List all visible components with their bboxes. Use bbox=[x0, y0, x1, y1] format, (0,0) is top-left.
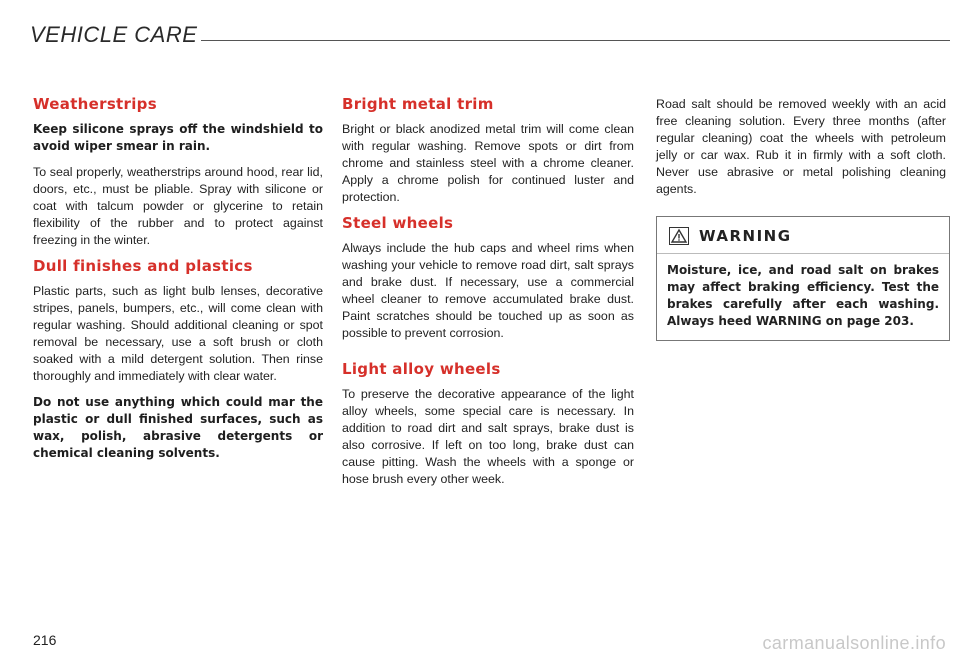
column-middle bbox=[342, 96, 634, 497]
column-left bbox=[33, 96, 323, 471]
weatherstrips-caution: Keep silicone sprays off the windshield to avoid wiper smear in rain. bbox=[33, 122, 323, 153]
warning-box bbox=[656, 216, 950, 341]
bright-metal-paragraph: Bright or black anodized metal trim will come clean with regular washing. Remove spots or dirt from chrome and stainless steel with a chrome cleaner. Apply a chrome polish for continued luster and protection. bbox=[342, 122, 634, 204]
dull-finishes-caution: Do not use anything which could mar the plastic or dull finished surfaces, such as wax, polish, abrasive detergents or chemical cleaning solvents. bbox=[33, 395, 323, 460]
watermark: carmanualsonline.info bbox=[762, 633, 946, 653]
steel-wheels-heading: Steel wheels bbox=[342, 214, 454, 232]
page-number: 216 bbox=[33, 632, 57, 648]
header-rule bbox=[201, 40, 950, 41]
dull-finishes-paragraph: Plastic parts, such as light bulb lenses, decorative stripes, panels, bumpers, etc., will come clean with regular washing. Should additional cleaning or spot removal be necessary, use a soft brush or cloth soaked with a mild detergent solution. Then rinse thoroughly and immediately with clear water. bbox=[33, 284, 323, 383]
bright-metal-heading: Bright metal trim bbox=[342, 95, 494, 113]
warning-text: Moisture, ice, and road salt on brakes may affect braking efficiency. Test the brakes carefully after each washing. Always heed WARNING on page 203. bbox=[667, 263, 939, 328]
alloy-wheels-heading: Light alloy wheels bbox=[342, 360, 501, 378]
column-right bbox=[656, 96, 946, 341]
section-title: VEHICLE CARE bbox=[30, 22, 198, 47]
warning-title: WARNING bbox=[699, 226, 792, 245]
weatherstrips-heading: Weatherstrips bbox=[33, 95, 157, 113]
dull-finishes-heading: Dull finishes and plastics bbox=[33, 257, 253, 275]
warning-triangle-icon bbox=[669, 227, 689, 245]
warning-header bbox=[657, 217, 949, 254]
page-header bbox=[30, 18, 950, 48]
steel-wheels-paragraph: Always include the hub caps and wheel rims when washing your vehicle to remove road dirt, salt sprays and brake dust. If necessary, use a commercial wheel cleaner to remove accumulated brake dust. Paint scratches should be touched up as soon as possible to prevent corrosion. bbox=[342, 241, 634, 340]
alloy-wheels-paragraph: To preserve the decorative appearance of the light alloy wheels, some special care is necessary. In addition to road dirt and salt sprays, brake dust is also corrosive. If left on too long, brake dust can cause pitting. Wash the wheels with a sponge or hose brush every other week. bbox=[342, 387, 634, 486]
road-salt-paragraph: Road salt should be removed weekly with an acid free cleaning solution. Every three months (after regular cleaning) coat the wheels with petroleum jelly or car wax. Rub it in firmly with a soft cloth. Never use abrasive or metal polishing cleaning agents. bbox=[656, 97, 946, 196]
weatherstrips-paragraph: To seal properly, weatherstrips around hood, rear lid, doors, etc., must be pliable. Spray with silicone or coat with talcum powder or glycerine to retain flexibility of the rubber and to protect against freezing in the winter. bbox=[33, 165, 323, 247]
